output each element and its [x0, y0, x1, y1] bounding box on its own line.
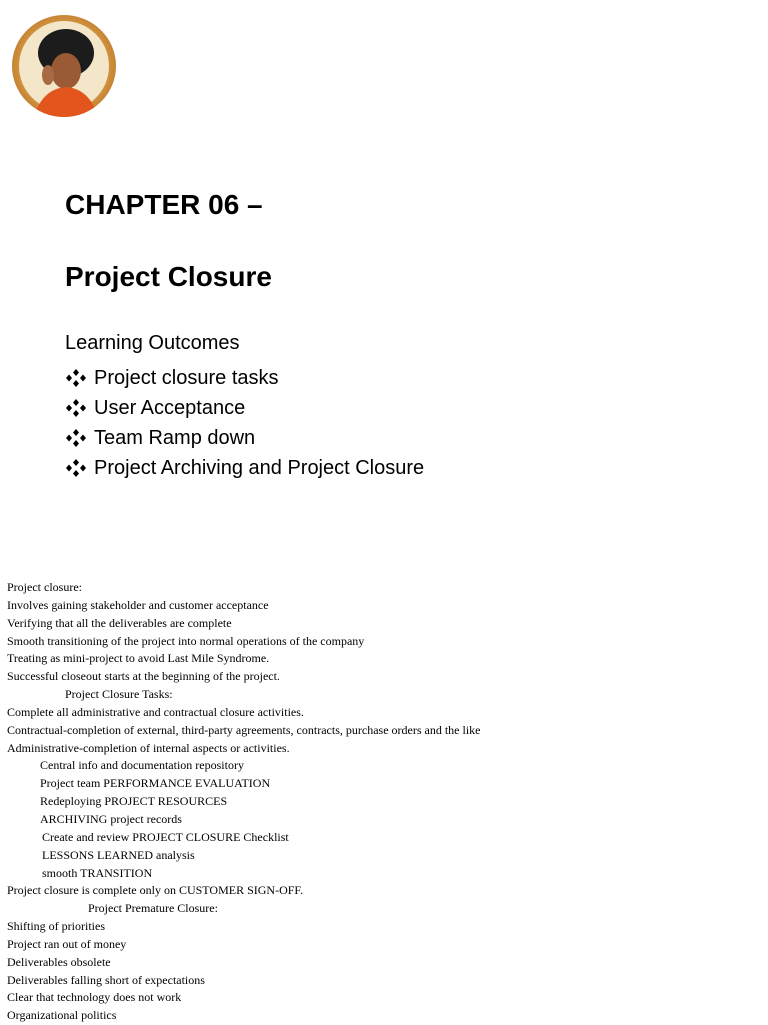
chapter-heading: CHAPTER 06 – — [65, 189, 263, 220]
text-line: Redeploying PROJECT RESOURCES — [40, 794, 228, 809]
text-line: Contractual-completion of external, third-party agreements, contracts, purchase orders and the like — [7, 722, 481, 737]
four-diamond-bullet-icon — [65, 429, 87, 447]
body-text — [7, 579, 480, 1025]
four-diamond-bullet-icon — [65, 369, 87, 387]
text-line: LESSONS LEARNED analysis — [42, 847, 195, 862]
text-line: Project team PERFORMANCE EVALUATION — [40, 776, 271, 791]
text-line: Smooth transitioning of the project into normal operations of the company — [7, 633, 365, 648]
text-line: Organizational politics — [7, 1008, 117, 1023]
text-line: Verifying that all the deliverables are complete — [7, 615, 232, 630]
text-line: Project closure: — [7, 580, 82, 594]
text-line: Administrative-completion of internal aspects or activities. — [7, 740, 290, 755]
text-line: ARCHIVING project records — [40, 811, 182, 826]
outcome-label: Project Archiving and Project Closure — [94, 457, 425, 479]
list-item — [65, 453, 424, 483]
four-diamond-bullet-icon — [65, 399, 87, 417]
list-item — [65, 363, 424, 393]
portrait-icon — [12, 15, 116, 117]
text-line: Deliverables obsolete — [7, 954, 111, 969]
subheading: Project Premature Closure: — [88, 901, 218, 916]
outcome-label: User Acceptance — [94, 397, 246, 419]
list-item — [65, 393, 424, 423]
learning-outcomes-list — [65, 363, 424, 483]
text-line: smooth TRANSITION — [42, 865, 153, 880]
text-line: Successful closeout starts at the beginning of the project. — [7, 669, 280, 684]
four-diamond-bullet-icon — [65, 459, 87, 477]
text-line: Complete all administrative and contractual closure activities. — [7, 704, 304, 719]
text-line: Involves gaining stakeholder and customer acceptance — [7, 597, 269, 612]
subheading: Project Closure Tasks: — [65, 687, 173, 702]
text-line: Project closure is complete only on CUSTOMER SIGN-OFF. — [7, 883, 304, 898]
portrait-medallion-logo — [12, 15, 116, 117]
text-line: Project ran out of money — [7, 936, 127, 951]
outcome-label: Project closure tasks — [94, 367, 279, 389]
list-item — [65, 423, 424, 453]
text-line: Treating as mini-project to avoid Last Mile Syndrome. — [7, 651, 270, 666]
page-title: Project Closure — [65, 261, 272, 292]
text-line: Create and review PROJECT CLOSURE Checklist — [42, 829, 289, 844]
learning-outcomes-heading: Learning Outcomes — [65, 332, 240, 354]
text-line: Central info and documentation repository — [40, 758, 244, 773]
text-line: Shifting of priorities — [7, 919, 105, 934]
outcome-label: Team Ramp down — [94, 427, 256, 449]
text-line: Clear that technology does not work — [7, 990, 182, 1005]
text-line: Deliverables falling short of expectations — [7, 972, 205, 987]
